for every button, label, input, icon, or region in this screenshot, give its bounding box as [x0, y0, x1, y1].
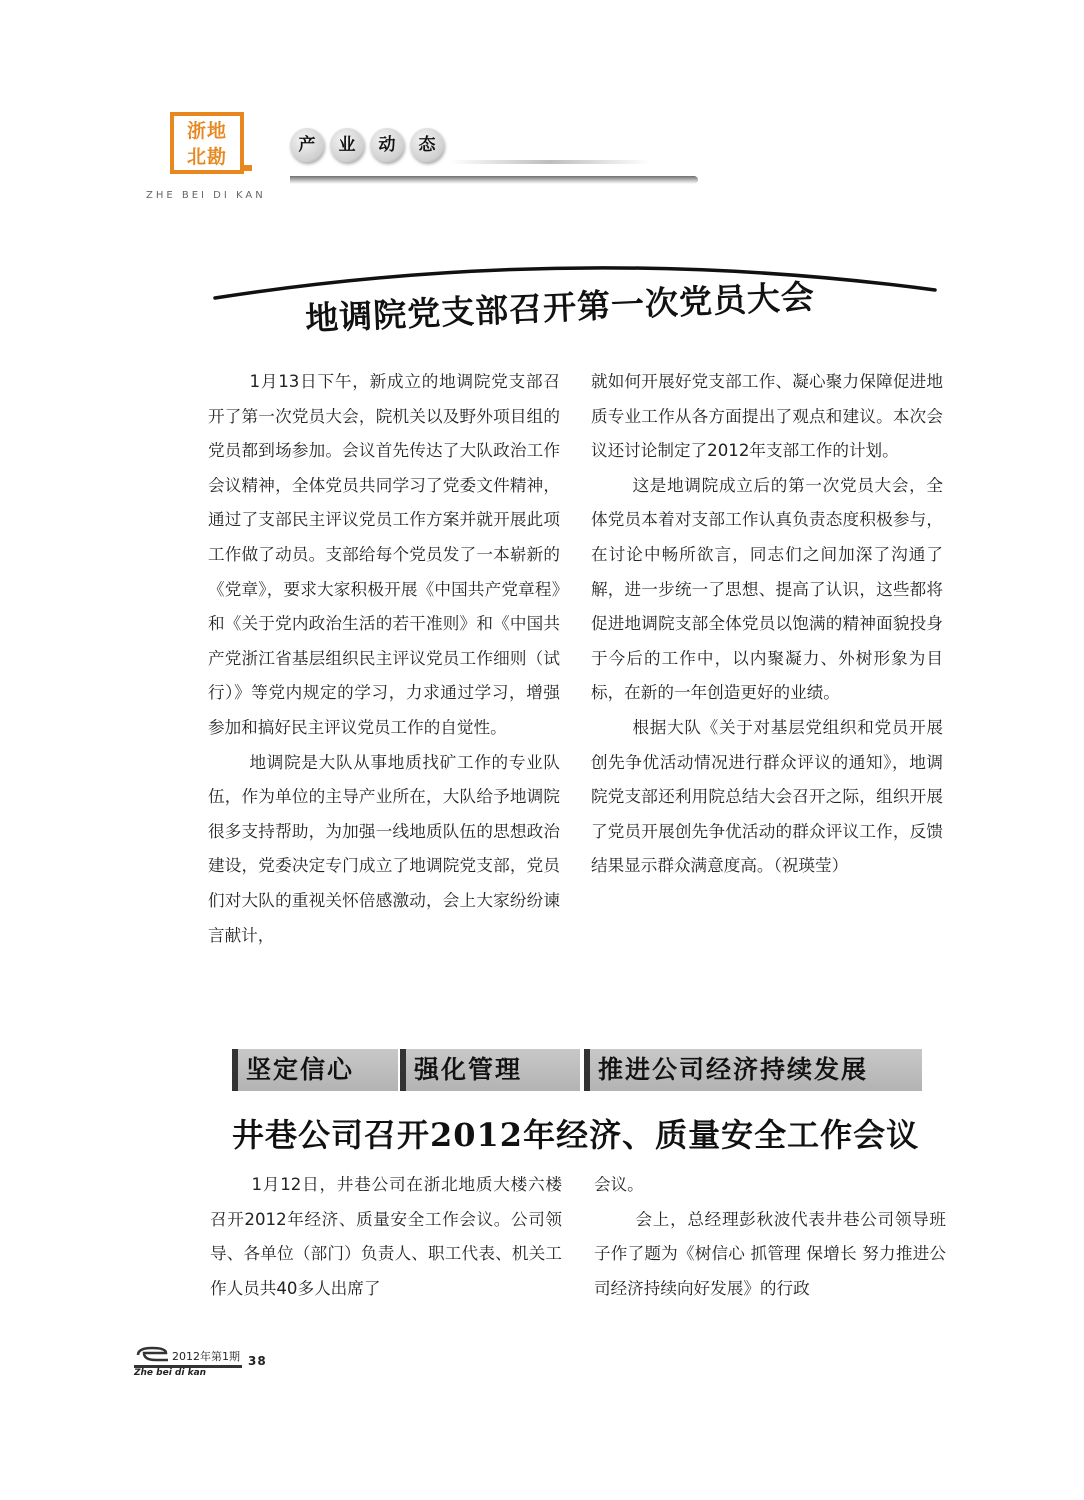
- section-label: [290, 128, 450, 164]
- slogan-banner: [232, 1049, 922, 1091]
- banner-segment: 推进公司经济持续发展: [584, 1049, 922, 1091]
- paragraph: 会上，总经理彭秋波代表井巷公司领导班子作了题为《树信心 抓管理 保增长 努力推进公司经济持续向好发展》的行政: [594, 1209, 946, 1298]
- paragraph-continued: 会议。: [594, 1175, 644, 1194]
- logo-subtitle: ZHE BEI DI KAN: [146, 190, 266, 201]
- banner-segment: 强化管理: [400, 1049, 580, 1091]
- article1-title: 地调院党支部召开第一次党员大会: [304, 276, 816, 339]
- footer-subtitle: Zhe bei di kan: [134, 1368, 207, 1378]
- paragraph-continued: 就如何开展好党支部工作、凝心聚力保障促进地质专业工作从各方面提出了观点和建议。本次会议还讨论制定了2012年支部工作的计划。: [591, 372, 943, 461]
- article2-column-left: [210, 1168, 562, 1306]
- article1-column-right: [591, 365, 943, 884]
- footer-issue: 2012年第1期: [172, 1350, 240, 1363]
- paragraph: 这是地调院成立后的第一次党员大会，全体党员本着对支部工作认真负责态度积极参与，在讨论中畅所欲言，同志们之间加深了沟通了解，进一步统一了思想、提高了认识，这些都将促进地调院支部全体党员以饱满的精神面貌投身于今后的工作中，以内聚凝力、外树形象为目标，在新的一年创造更好的业绩。: [591, 475, 943, 703]
- article2-column-right: [594, 1168, 946, 1306]
- paragraph: 地调院是大队从事地质找矿工作的专业队伍，作为单位的主导产业所在，大队给予地调院很多支持帮助，为加强一线地质队伍的思想政治建设，党委决定专门成立了地调院党支部，党员们对大队的重视关怀倍感激动，会上大家纷纷谏言献计，: [208, 752, 560, 945]
- magazine-logo: [170, 112, 244, 174]
- section-char: 业: [330, 128, 364, 162]
- footer-logo-icon: [134, 1346, 170, 1364]
- banner-segment: 坚定信心: [232, 1049, 398, 1091]
- logo-corner-mark: [240, 165, 252, 171]
- header-rule: [290, 176, 698, 184]
- logo-text: 浙地 北勘: [186, 120, 227, 168]
- article1-column-left: [208, 365, 560, 953]
- header-rule-light: [450, 160, 650, 164]
- paragraph: 根据大队《关于对基层党组织和党员开展创先争优活动情况进行群众评议的通知》，地调院党支部还利用院总结大会召开之际，组织开展了党员开展创先争优活动的群众评议工作，反馈结果显示群众满意度高。（祝瑛莹）: [591, 717, 943, 876]
- section-char: 产: [290, 128, 324, 162]
- page-number: 38: [248, 1354, 267, 1368]
- paragraph: 1月13日下午，新成立的地调院党支部召开了第一次党员大会，院机关以及野外项目组的党员都到场参加。会议首先传达了大队政治工作会议精神，全体党员共同学习了党委文件精神，通过了支部民主评议党员工作方案并就开展此项工作做了动员。支部给每个党员发了一本崭新的《党章》，要求大家积极开展《中国共产党章程》和《关于党内政治生活的若干准则》和《中国共产党浙江省基层组织民主评议党员工作细则（试行）》等党内规定的学习，力求通过学习，增强参加和搞好民主评议党员工作的自觉性。: [208, 372, 560, 737]
- article2-title: 井巷公司召开2012年经济、质量安全工作会议: [232, 1116, 920, 1154]
- paragraph: 1月12日，井巷公司在浙北地质大楼六楼召开2012年经济、质量安全工作会议。公司领导、各单位（部门）负责人、职工代表、机关工作人员共40多人出席了: [210, 1175, 562, 1298]
- section-char: 动: [370, 128, 404, 162]
- section-char: 态: [410, 128, 444, 162]
